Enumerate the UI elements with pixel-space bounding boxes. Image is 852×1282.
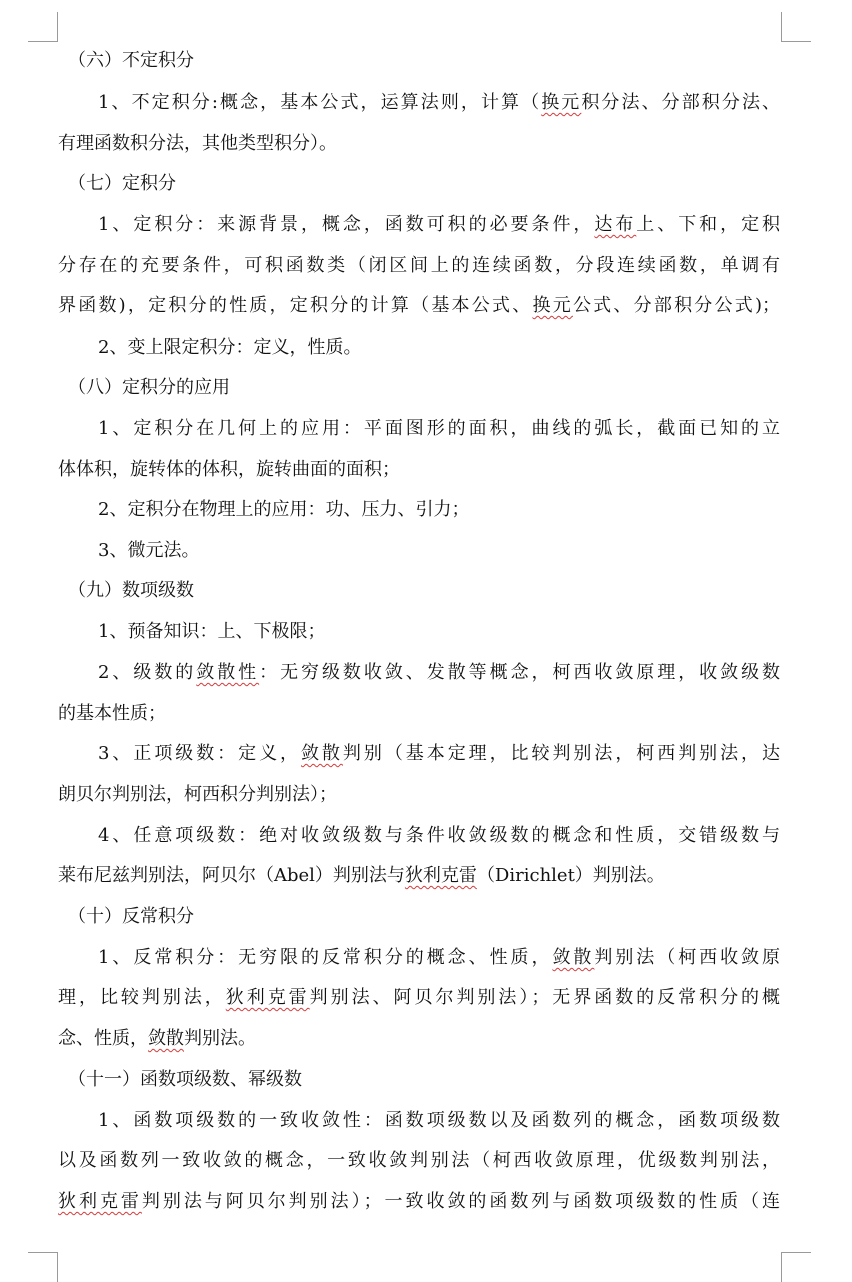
paragraph-8-2: 2、定积分在物理上的应用：功、压力、引力； [98,499,470,520]
paragraph-6-1-line-1: 1、不定积分:概念，基本公式，运算法则，计算（换元积分法、分部积分法、 [98,92,781,113]
paragraph-7-2: 2、变上限定积分：定义，性质。 [98,337,362,358]
section-heading-8: （八）定积分的应用 [68,377,230,398]
spellcheck-term: 敛散 [148,1028,184,1049]
paragraph-11-1-line-2: 以及函数列一致收敛的概念，一致收敛判别法（柯西收敛原理，优级数判别法， [58,1150,780,1171]
paragraph-9-1: 1、预备知识：上、下极限； [98,621,326,642]
paragraph-7-1-line-3: 界函数)，定积分的性质，定积分的计算（基本公式、换元公式、分部积分公式)； [58,295,781,316]
paragraph-9-2-line-1: 2、级数的敛散性：无穷级数收敛、发散等概念，柯西收敛原理，收敛级数 [98,662,781,683]
paragraph-8-3: 3、微元法。 [98,540,200,561]
paragraph-7-1-line-2: 分存在的充要条件，可积函数类（闭区间上的连续函数，分段连续函数，单调有 [58,255,780,276]
paragraph-6-1-line-2: 有理函数积分法，其他类型积分）。 [58,133,337,154]
crop-mark-bottom-right [781,1252,811,1282]
spellcheck-term: 换元 [541,92,582,113]
section-heading-6: （六）不定积分 [68,50,194,71]
paragraph-8-1-line-2: 体体积，旋转体的体积，旋转曲面的面积； [58,459,400,480]
paragraph-7-1-line-1: 1、定积分：来源背景，概念，函数可积的必要条件，达布上、下和，定积 [98,214,781,235]
spellcheck-term: 敛散 [301,743,343,764]
paragraph-10-1-line-1: 1、反常积分：无穷限的反常积分的概念、性质，敛散判别法（柯西收敛原 [98,947,781,968]
spellcheck-term: 敛散性 [196,662,260,683]
spellcheck-term: 狄利克雷 [225,987,310,1008]
spellcheck-term: 狄利克雷 [58,1191,142,1212]
section-heading-10: （十）反常积分 [68,906,194,927]
paragraph-9-4-line-2: 莱布尼兹判别法，阿贝尔（Abel）判别法与狄利克雷（Dirichlet）判别法。 [58,865,665,886]
paragraph-9-3-line-2: 朗贝尔判别法，柯西积分判别法）； [58,784,337,805]
spellcheck-term: 换元 [532,295,573,316]
crop-mark-bottom-left [28,1252,58,1282]
crop-mark-top-left [28,12,58,42]
spellcheck-term: 狄利克雷 [404,865,477,886]
paragraph-9-2-line-2: 的基本性质； [58,703,166,724]
spellcheck-term: 敛散 [552,947,595,968]
section-heading-7: （七）定积分 [68,173,176,194]
paragraph-11-1-line-3: 狄利克雷判别法与阿贝尔判别法）；一致收敛的函数列与函数项级数的性质（连 [58,1191,781,1212]
section-heading-9: （九）数项级数 [68,580,194,601]
spellcheck-term: 达布 [594,214,637,235]
crop-mark-top-right [781,12,811,42]
paragraph-8-1-line-1: 1、定积分在几何上的应用：平面图形的面积，曲线的弧长，截面已知的立 [98,418,780,439]
section-heading-11: （十一）函数项级数、幂级数 [68,1069,302,1090]
paragraph-9-4-line-1: 4、任意项级数：绝对收敛级数与条件收敛级数的概念和性质，交错级数与 [98,825,780,846]
paragraph-10-1-line-2: 理，比较判别法，狄利克雷判别法、阿贝尔判别法）；无界函数的反常积分的概 [58,987,781,1008]
paragraph-10-1-line-3: 念、性质，敛散判别法。 [58,1028,256,1049]
paragraph-9-3-line-1: 3、正项级数：定义，敛散判别（基本定理，比较判别法，柯西判别法，达 [98,743,781,764]
paragraph-11-1-line-1: 1、函数项级数的一致收敛性：函数项级数以及函数列的概念，函数项级数 [98,1110,780,1131]
